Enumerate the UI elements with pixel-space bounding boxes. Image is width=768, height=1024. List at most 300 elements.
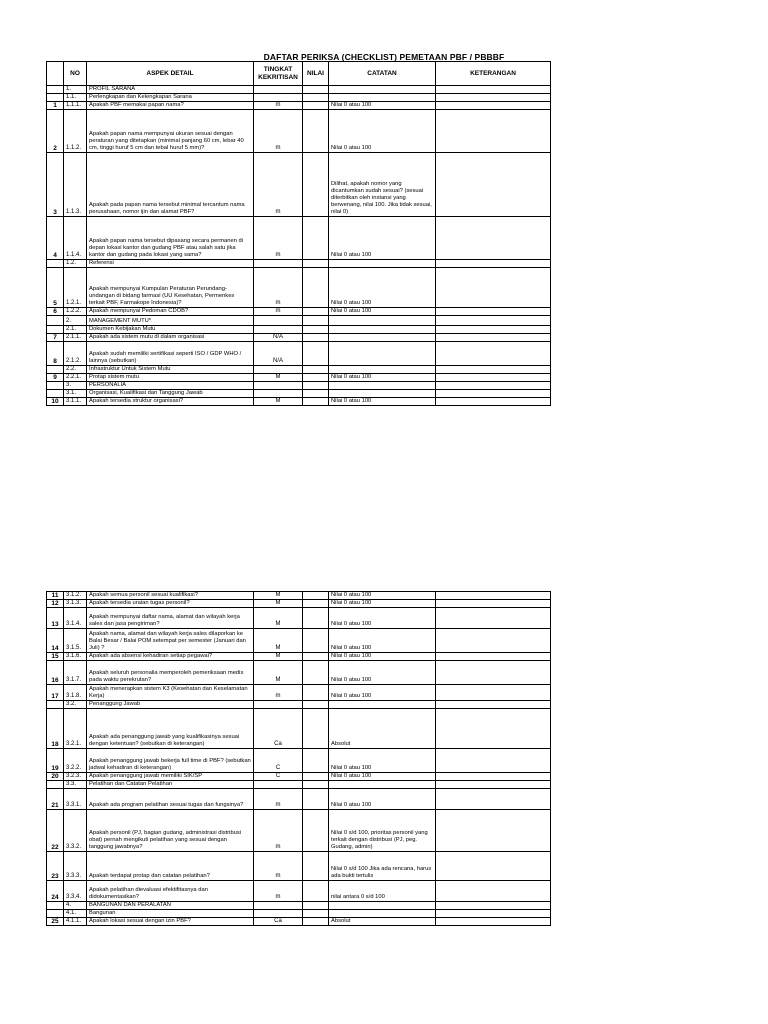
row-catatan xyxy=(329,334,436,342)
row-index: 20 xyxy=(47,773,64,781)
table-row xyxy=(47,94,551,102)
row-keterangan-cell xyxy=(436,366,551,374)
row-nilai-cell xyxy=(303,701,329,709)
row-keterangan-cell xyxy=(436,326,551,334)
row-catatan xyxy=(329,902,436,910)
row-catatan: Nilai 0 atau 100 xyxy=(329,308,436,316)
row-catatan: Nilai 0 atau 100 xyxy=(329,217,436,260)
table-row xyxy=(47,701,551,709)
row-number: 1.1.1. xyxy=(64,102,87,110)
row-nilai-cell xyxy=(303,918,329,926)
row-catatan: Nilai 0 atau 100 xyxy=(329,592,436,600)
row-keterangan-cell xyxy=(436,709,551,749)
row-keterangan-cell xyxy=(436,308,551,316)
row-tingkat-kekritisan: C xyxy=(254,773,303,781)
row-number: 1.1. xyxy=(64,94,87,102)
table-row xyxy=(47,366,551,374)
row-number: 3.1. xyxy=(64,390,87,398)
row-catatan xyxy=(329,701,436,709)
row-keterangan-cell xyxy=(436,342,551,366)
row-index: 12 xyxy=(47,600,64,608)
row-catatan: Nilai 0 atau 100 xyxy=(329,268,436,308)
row-aspek-detail: Apakah papan nama mempunyai ukuran sesuai dengan peraturan yang ditetapkan (minimal panjang 60 cm, lebar 40 cm, tinggi huruf 5 cm dan tebal huruf 5 mm)? xyxy=(87,110,254,153)
row-tingkat-kekritisan xyxy=(254,701,303,709)
row-tingkat-kekritisan: m xyxy=(254,268,303,308)
row-catatan xyxy=(329,86,436,94)
table-row xyxy=(47,316,551,326)
row-aspek-detail: Dokumen Kebijakan Mutu xyxy=(87,326,254,334)
row-nilai-cell xyxy=(303,342,329,366)
row-aspek-detail: Apakah personil (PJ, bagian gudang, administrasi distribusi obat) pernah mengikuti pelatihan yang sesuai dengan tanggung jawabnya? xyxy=(87,810,254,852)
row-nilai-cell xyxy=(303,86,329,94)
row-tingkat-kekritisan xyxy=(254,86,303,94)
row-index xyxy=(47,910,64,918)
row-tingkat-kekritisan: N/A xyxy=(254,334,303,342)
header-nilai: NILAI xyxy=(303,62,329,86)
row-tingkat-kekritisan xyxy=(254,326,303,334)
row-catatan xyxy=(329,366,436,374)
page-title: DAFTAR PERIKSA (CHECKLIST) PEMETAAN PBF / PBBBF xyxy=(263,52,505,62)
table-row xyxy=(47,390,551,398)
row-aspek-detail: Penanggung Jawab xyxy=(87,701,254,709)
row-aspek-detail: MANAGEMENT MUTU* xyxy=(87,316,254,326)
row-number: 3.1.1. xyxy=(64,398,87,406)
row-catatan: Nilai 0 atau 100 xyxy=(329,608,436,629)
row-catatan xyxy=(329,910,436,918)
row-number: 3.3.2. xyxy=(64,810,87,852)
row-number: 3.1.4. xyxy=(64,608,87,629)
row-aspek-detail: Apakah mempunyai Pedoman CDOB? xyxy=(87,308,254,316)
row-index: 24 xyxy=(47,881,64,902)
row-keterangan-cell xyxy=(436,217,551,260)
header-catatan: CATATAN xyxy=(329,62,436,86)
row-nilai-cell xyxy=(303,366,329,374)
row-nilai-cell xyxy=(303,781,329,789)
row-tingkat-kekritisan: M xyxy=(254,600,303,608)
table-row xyxy=(47,918,551,926)
row-nilai-cell xyxy=(303,94,329,102)
row-index: 23 xyxy=(47,852,64,881)
row-catatan: Nilai 0 atau 100 xyxy=(329,102,436,110)
row-nilai-cell xyxy=(303,902,329,910)
row-keterangan-cell xyxy=(436,661,551,685)
row-keterangan-cell xyxy=(436,918,551,926)
row-keterangan-cell xyxy=(436,881,551,902)
row-aspek-detail: Apakah ada program pelatihan sesuai tugas dan fungsinya? xyxy=(87,789,254,810)
row-keterangan-cell xyxy=(436,334,551,342)
row-aspek-detail: Apakah tersedia uraian tugas personil? xyxy=(87,600,254,608)
row-index: 5 xyxy=(47,268,64,308)
row-aspek-detail: Apakah penanggung jawab memiliki SIK/SP xyxy=(87,773,254,781)
row-aspek-detail: Protap sistem mutu xyxy=(87,374,254,382)
row-catatan: Nilai 0 atau 100 xyxy=(329,661,436,685)
row-index: 7 xyxy=(47,334,64,342)
row-index: 8 xyxy=(47,342,64,366)
row-number: 1. xyxy=(64,86,87,94)
row-aspek-detail: Apakah mempunyai daftar nama, alamat dan wilayah kerja sales dan jasa pengiriman? xyxy=(87,608,254,629)
row-keterangan-cell xyxy=(436,600,551,608)
row-keterangan-cell xyxy=(436,374,551,382)
table-row xyxy=(47,661,551,685)
row-index: 3 xyxy=(47,153,64,217)
row-nilai-cell xyxy=(303,390,329,398)
table-row xyxy=(47,86,551,94)
row-number: 4.1. xyxy=(64,910,87,918)
row-catatan xyxy=(329,260,436,268)
row-number: 1.1.4. xyxy=(64,217,87,260)
row-aspek-detail: Apakah menerapkan sistem K3 (Kesehatan dan Keselamatan Kerja) xyxy=(87,685,254,701)
row-index xyxy=(47,902,64,910)
row-number: 3.2.2. xyxy=(64,749,87,773)
row-aspek-detail: Apakah PBF memakai papan nama? xyxy=(87,102,254,110)
row-index: 16 xyxy=(47,661,64,685)
row-index xyxy=(47,390,64,398)
row-number: 2.1. xyxy=(64,326,87,334)
row-tingkat-kekritisan xyxy=(254,781,303,789)
row-nilai-cell xyxy=(303,334,329,342)
row-index xyxy=(47,94,64,102)
row-aspek-detail: Pelatihan dan Catatan Pelatihan xyxy=(87,781,254,789)
row-number: 2.1.2. xyxy=(64,342,87,366)
row-index: 14 xyxy=(47,629,64,653)
header-row xyxy=(47,62,551,86)
row-aspek-detail: Bangunan xyxy=(87,910,254,918)
row-catatan: Nilai 0 atau 100 xyxy=(329,749,436,773)
table-row xyxy=(47,260,551,268)
row-nilai-cell xyxy=(303,709,329,749)
row-aspek-detail: Apakah seluruh personalia memperoleh pemeriksaan medis pada waktu perekrutan? xyxy=(87,661,254,685)
row-index: 22 xyxy=(47,810,64,852)
row-catatan: Nilai 0 atau 100 xyxy=(329,653,436,661)
row-keterangan-cell xyxy=(436,268,551,308)
row-keterangan-cell xyxy=(436,773,551,781)
row-nilai-cell xyxy=(303,153,329,217)
row-nilai-cell xyxy=(303,260,329,268)
row-number: 3.3. xyxy=(64,781,87,789)
row-number: 1.1.3. xyxy=(64,153,87,217)
header-keterangan: KETERANGAN xyxy=(436,62,551,86)
row-number: 3.1.7. xyxy=(64,661,87,685)
row-keterangan-cell xyxy=(436,852,551,881)
row-nilai-cell xyxy=(303,592,329,600)
row-catatan xyxy=(329,781,436,789)
row-aspek-detail: Apakah penanggung jawab bekerja full time di PBF? (sebutkan jadwal kehadiran di keterangan) xyxy=(87,749,254,773)
table-row xyxy=(47,374,551,382)
table-row xyxy=(47,773,551,781)
row-number: 3. xyxy=(64,382,87,390)
row-index: 18 xyxy=(47,709,64,749)
row-tingkat-kekritisan xyxy=(254,902,303,910)
row-number: 1.2. xyxy=(64,260,87,268)
row-number: 3.1.3. xyxy=(64,600,87,608)
row-catatan: Nilai 0 atau 100 xyxy=(329,773,436,781)
row-aspek-detail: BANGUNAN DAN PERALATAN xyxy=(87,902,254,910)
row-keterangan-cell xyxy=(436,910,551,918)
row-number: 4. xyxy=(64,902,87,910)
checklist-table-top xyxy=(46,61,551,406)
row-index: 1 xyxy=(47,102,64,110)
row-keterangan-cell xyxy=(436,94,551,102)
row-number: 1.1.2. xyxy=(64,110,87,153)
checklist-table-bottom xyxy=(46,591,551,926)
row-tingkat-kekritisan: m xyxy=(254,110,303,153)
table-row xyxy=(47,110,551,153)
row-number: 3.2. xyxy=(64,701,87,709)
row-aspek-detail: Apakah papan nama tersebut dipasang secara permanen di depan lokasi kantor dan gudang PBF atau salah satu jika kantor dan gudang pada lokasi yang sama? xyxy=(87,217,254,260)
row-nilai-cell xyxy=(303,308,329,316)
row-aspek-detail: Apakah terdapat protap dan catatan pelatihan? xyxy=(87,852,254,881)
row-nilai-cell xyxy=(303,810,329,852)
row-index: 21 xyxy=(47,789,64,810)
row-keterangan-cell xyxy=(436,902,551,910)
row-nilai-cell xyxy=(303,910,329,918)
row-nilai-cell xyxy=(303,685,329,701)
header-blank xyxy=(47,62,64,86)
row-aspek-detail: Apakah ada absensi kehadiran setiap pegawai? xyxy=(87,653,254,661)
row-aspek-detail: Apakah pada papan nama tersebut minimal tercantum nama perusahaan, nomor ijin dan alamat PBF? xyxy=(87,153,254,217)
table-row xyxy=(47,102,551,110)
row-tingkat-kekritisan xyxy=(254,366,303,374)
table-row xyxy=(47,592,551,600)
row-tingkat-kekritisan: M xyxy=(254,629,303,653)
table-top-body xyxy=(47,86,551,406)
row-aspek-detail: Perlengkapan dan Kelengkapan Sarana xyxy=(87,94,254,102)
row-catatan: Nilai 0 s/d 100 Jika ada rencana, harus ada bukti tertulis xyxy=(329,852,436,881)
row-number: 2.2.1. xyxy=(64,374,87,382)
row-keterangan-cell xyxy=(436,382,551,390)
row-nilai-cell xyxy=(303,749,329,773)
table-row xyxy=(47,308,551,316)
row-aspek-detail: Apakah ada sistem mutu di dalam organisasi xyxy=(87,334,254,342)
table-row xyxy=(47,852,551,881)
row-tingkat-kekritisan: Ca xyxy=(254,918,303,926)
row-catatan: Absolut xyxy=(329,709,436,749)
table-row xyxy=(47,334,551,342)
row-nilai-cell xyxy=(303,374,329,382)
row-catatan xyxy=(329,94,436,102)
row-nilai-cell xyxy=(303,773,329,781)
row-keterangan-cell xyxy=(436,810,551,852)
row-nilai-cell xyxy=(303,608,329,629)
row-number: 3.3.1. xyxy=(64,789,87,810)
row-catatan xyxy=(329,326,436,334)
table-row xyxy=(47,749,551,773)
header-tingkat: TINGKAT KEKRITISAN xyxy=(254,62,303,86)
row-keterangan-cell xyxy=(436,398,551,406)
row-number: 3.2.1. xyxy=(64,709,87,749)
row-tingkat-kekritisan: m xyxy=(254,217,303,260)
row-tingkat-kekritisan: M xyxy=(254,653,303,661)
row-number: 2.1.1. xyxy=(64,334,87,342)
table-row xyxy=(47,709,551,749)
table-row xyxy=(47,629,551,653)
row-tingkat-kekritisan: M xyxy=(254,374,303,382)
row-number: 3.3.4. xyxy=(64,881,87,902)
row-index: 17 xyxy=(47,685,64,701)
row-tingkat-kekritisan: M xyxy=(254,661,303,685)
row-keterangan-cell xyxy=(436,789,551,810)
row-tingkat-kekritisan xyxy=(254,382,303,390)
row-keterangan-cell xyxy=(436,781,551,789)
row-catatan xyxy=(329,382,436,390)
row-index: 19 xyxy=(47,749,64,773)
row-catatan: Nilai 0 atau 100 xyxy=(329,600,436,608)
row-nilai-cell xyxy=(303,661,329,685)
row-keterangan-cell xyxy=(436,608,551,629)
row-number: 3.1.5. xyxy=(64,629,87,653)
table-row xyxy=(47,608,551,629)
row-index xyxy=(47,86,64,94)
row-keterangan-cell xyxy=(436,102,551,110)
row-catatan: nilai antara 0 s/d 100 xyxy=(329,881,436,902)
row-number: 4.1.1. xyxy=(64,918,87,926)
row-catatan: Nilai 0 atau 100 xyxy=(329,374,436,382)
row-keterangan-cell xyxy=(436,316,551,326)
row-catatan: Nilai 0 atau 100 xyxy=(329,110,436,153)
row-tingkat-kekritisan xyxy=(254,390,303,398)
row-nilai-cell xyxy=(303,217,329,260)
row-nilai-cell xyxy=(303,326,329,334)
row-tingkat-kekritisan: m xyxy=(254,881,303,902)
row-tingkat-kekritisan: m xyxy=(254,810,303,852)
row-aspek-detail: Apakah nama, alamat dan wilayah kerja sales dilaporkan ke Balai Besar / Balai POM setempat per semester (Januari dan Juli) ? xyxy=(87,629,254,653)
row-tingkat-kekritisan xyxy=(254,316,303,326)
row-tingkat-kekritisan: M xyxy=(254,398,303,406)
row-index xyxy=(47,326,64,334)
row-index: 4 xyxy=(47,217,64,260)
row-keterangan-cell xyxy=(436,153,551,217)
row-number: 1.2.2. xyxy=(64,308,87,316)
row-index xyxy=(47,366,64,374)
row-tingkat-kekritisan: m xyxy=(254,852,303,881)
row-tingkat-kekritisan: Ca xyxy=(254,709,303,749)
row-keterangan-cell xyxy=(436,592,551,600)
row-keterangan-cell xyxy=(436,390,551,398)
row-aspek-detail: Apakah tersedia struktur organisasi? xyxy=(87,398,254,406)
row-catatan xyxy=(329,316,436,326)
row-index: 13 xyxy=(47,608,64,629)
table-row xyxy=(47,398,551,406)
row-tingkat-kekritisan: m xyxy=(254,153,303,217)
row-catatan: Nilai 0 s/d 100, prioritas personil yang terkait dengan distribusi (PJ, peg. Gudang, admin) xyxy=(329,810,436,852)
row-keterangan-cell xyxy=(436,749,551,773)
table-row xyxy=(47,789,551,810)
row-catatan xyxy=(329,342,436,366)
row-index: 6 xyxy=(47,308,64,316)
table-bottom-body xyxy=(47,592,551,926)
row-nilai-cell xyxy=(303,789,329,810)
row-index: 25 xyxy=(47,918,64,926)
row-tingkat-kekritisan xyxy=(254,94,303,102)
row-number: 2. xyxy=(64,316,87,326)
row-tingkat-kekritisan: N/A xyxy=(254,342,303,366)
row-tingkat-kekritisan: m xyxy=(254,102,303,110)
table-row xyxy=(47,781,551,789)
table-row xyxy=(47,881,551,902)
row-aspek-detail: Infrastruktur Untuk Sistem Mutu xyxy=(87,366,254,374)
row-nilai-cell xyxy=(303,852,329,881)
row-catatan: Nilai 0 atau 100 xyxy=(329,398,436,406)
row-index: 10 xyxy=(47,398,64,406)
row-index: 2 xyxy=(47,110,64,153)
row-keterangan-cell xyxy=(436,629,551,653)
table-row xyxy=(47,342,551,366)
row-index xyxy=(47,316,64,326)
row-number: 3.2.3. xyxy=(64,773,87,781)
row-nilai-cell xyxy=(303,881,329,902)
row-nilai-cell xyxy=(303,102,329,110)
table-row xyxy=(47,600,551,608)
table-row xyxy=(47,217,551,260)
row-nilai-cell xyxy=(303,629,329,653)
row-nilai-cell xyxy=(303,653,329,661)
row-index xyxy=(47,260,64,268)
row-index xyxy=(47,781,64,789)
row-tingkat-kekritisan xyxy=(254,910,303,918)
row-tingkat-kekritisan: m xyxy=(254,308,303,316)
row-catatan: Absolut xyxy=(329,918,436,926)
row-catatan: Nilai 0 atau 100 xyxy=(329,789,436,810)
row-catatan: Nilai 0 atau 100 xyxy=(329,629,436,653)
row-catatan xyxy=(329,390,436,398)
row-number: 1.2.1. xyxy=(64,268,87,308)
row-aspek-detail: Organisasi, Kualifikasi dan Tanggung Jawab xyxy=(87,390,254,398)
row-keterangan-cell xyxy=(436,653,551,661)
row-number: 3.1.6. xyxy=(64,653,87,661)
row-catatan: Nilai 0 atau 100 xyxy=(329,685,436,701)
row-nilai-cell xyxy=(303,268,329,308)
row-aspek-detail: Referensi xyxy=(87,260,254,268)
row-catatan: Dilihat, apakah nomor yang dicantumkan sudah sesuai? (sesuai diterbitkan oleh instansi yang berwenang, nilai 100. Jika tidak sesuai, nilai 0) xyxy=(329,153,436,217)
row-nilai-cell xyxy=(303,600,329,608)
table-row xyxy=(47,326,551,334)
row-aspek-detail: Apakah mempunyai Kumpulan Peraturan Perundang-undangan di bidang farmasi (UU Kesehatan, Permenkes terkait PBF, Farmakope Indonesia)? xyxy=(87,268,254,308)
table-row xyxy=(47,268,551,308)
row-index: 15 xyxy=(47,653,64,661)
row-keterangan-cell xyxy=(436,685,551,701)
row-keterangan-cell xyxy=(436,86,551,94)
row-tingkat-kekritisan: C xyxy=(254,749,303,773)
row-number: 3.1.8. xyxy=(64,685,87,701)
table-row xyxy=(47,685,551,701)
row-aspek-detail: PROFIL SARANA xyxy=(87,86,254,94)
row-number: 3.1.2. xyxy=(64,592,87,600)
row-aspek-detail: PERSONALIA xyxy=(87,382,254,390)
table-row xyxy=(47,810,551,852)
row-number: 3.3.3. xyxy=(64,852,87,881)
row-index: 9 xyxy=(47,374,64,382)
row-aspek-detail: Apakah semua personil sesuai kualifikasi? xyxy=(87,592,254,600)
row-aspek-detail: Apakah pelatihan dievaluasi efektifitasnya dan didokumentasikan? xyxy=(87,881,254,902)
row-nilai-cell xyxy=(303,398,329,406)
table-row xyxy=(47,153,551,217)
row-nilai-cell xyxy=(303,382,329,390)
row-aspek-detail: Apakah ada penanggung jawab yang kualifikasinya sesuai dengan ketentuan? (sebutkan di keterangan) xyxy=(87,709,254,749)
row-index xyxy=(47,701,64,709)
row-keterangan-cell xyxy=(436,260,551,268)
header-no: NO xyxy=(64,62,87,86)
table-row xyxy=(47,902,551,910)
table-row xyxy=(47,910,551,918)
row-number: 2.2. xyxy=(64,366,87,374)
row-tingkat-kekritisan: m xyxy=(254,789,303,810)
row-nilai-cell xyxy=(303,316,329,326)
row-tingkat-kekritisan: M xyxy=(254,592,303,600)
row-aspek-detail: Apakah lokasi sesuai dengan izin PBF? xyxy=(87,918,254,926)
row-index xyxy=(47,382,64,390)
row-tingkat-kekritisan: M xyxy=(254,608,303,629)
row-tingkat-kekritisan xyxy=(254,260,303,268)
